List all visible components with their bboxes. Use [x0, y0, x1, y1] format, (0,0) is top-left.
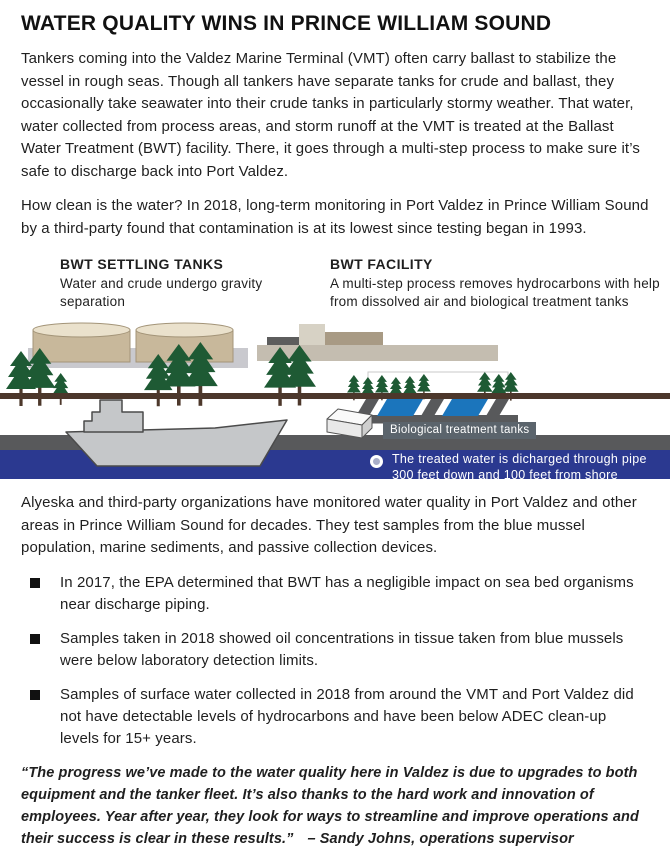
- biological-treatment-tanks-icon: [356, 399, 518, 424]
- quote-attribution: – Sandy Johns, operations supervisor: [307, 830, 574, 847]
- quote-block: [21, 762, 649, 850]
- square-bullet-icon: [30, 634, 40, 644]
- square-bullet-icon: [30, 690, 40, 700]
- treatment-tanks-label: Biological treatment tanks: [383, 422, 536, 439]
- bullet-item: [21, 684, 649, 750]
- settling-tanks-label-title: BWT SETTLING TANKS: [60, 256, 224, 272]
- shoreline-icon: [0, 393, 670, 399]
- diagram-labels-row: [21, 256, 660, 316]
- intro-paragraph-1: Tankers coming into the Valdez Marine Terminal (VMT) often carry ballast to stabilize the vessel in rough seas. Though all tankers have separate tanks for crude and ballast, they occasionally take seawater into their crude tanks in particularly stormy weather. That water, water collected from process areas, and storm runoff at the VMT is treated at the Ballast Water Treatment (BWT) facility. There, it goes through a multi-step process to make sure it’s safe to discharge back into Port Valdez.: [21, 50, 640, 180]
- bullet-list: [21, 572, 649, 750]
- discharge-note-line-1: The treated water is dicharged through pipe: [392, 452, 647, 466]
- page-title: WATER QUALITY WINS IN PRINCE WILLIAM SOUND: [21, 12, 552, 35]
- bullet-text: Samples of surface water collected in 2018 from around the VMT and Port Valdez did not have detectable levels of hydrocarbons and have been below ADEC clean-up levels for 15+ years.: [60, 685, 634, 747]
- dissolved-air-unit-icon: [327, 409, 372, 438]
- discharge-outfall-icon: [370, 455, 383, 468]
- intro-paragraph-2: How clean is the water? In 2018, long-term monitoring in Port Valdez in Prince William Sound by a third-party found that contamination is at its lowest since testing began in 1993.: [21, 197, 649, 237]
- discharge-note: [370, 452, 647, 483]
- facility-label-title: BWT FACILITY: [330, 256, 433, 272]
- settling-tanks-label-description: Water and crude undergo gravity separation: [60, 276, 263, 309]
- discharge-note-line-2: 300 feet down and 100 feet from shore: [392, 467, 618, 482]
- bullet-text: In 2017, the EPA determined that BWT has a negligible impact on sea bed organisms near discharge piping.: [60, 573, 634, 613]
- settling-tanks-label: [60, 256, 285, 311]
- facility-label: [330, 256, 665, 311]
- bullet-text: Samples taken in 2018 showed oil concentrations in tissue taken from blue mussels were below laboratory detection limits.: [60, 629, 624, 669]
- bwt-facility-illustration: [0, 316, 670, 486]
- facility-label-description: A multi-step process removes hydrocarbons with help from dissolved air and biological treatment tanks: [330, 276, 660, 309]
- monitoring-paragraph: Alyeska and third-party organizations have monitored water quality in Port Valdez and other areas in Prince William Sound for decades. They test samples from the blue mussel population, marine sediments, and passive collection devices.: [21, 494, 637, 556]
- square-bullet-icon: [30, 578, 40, 588]
- bullet-item: [21, 572, 649, 616]
- quote-text: “The progress we’ve made to the water quality here in Valdez is due to upgrades to both equipment and the tanker fleet. It’s also thanks to the hard work and innovation of employees. Year after year, they look for ways to streamline and improve operations and their success is clear in these results.”: [21, 764, 639, 847]
- bullet-item: [21, 628, 649, 672]
- settling-tank-icon: [33, 323, 130, 362]
- tanker-ship-icon: [66, 400, 287, 466]
